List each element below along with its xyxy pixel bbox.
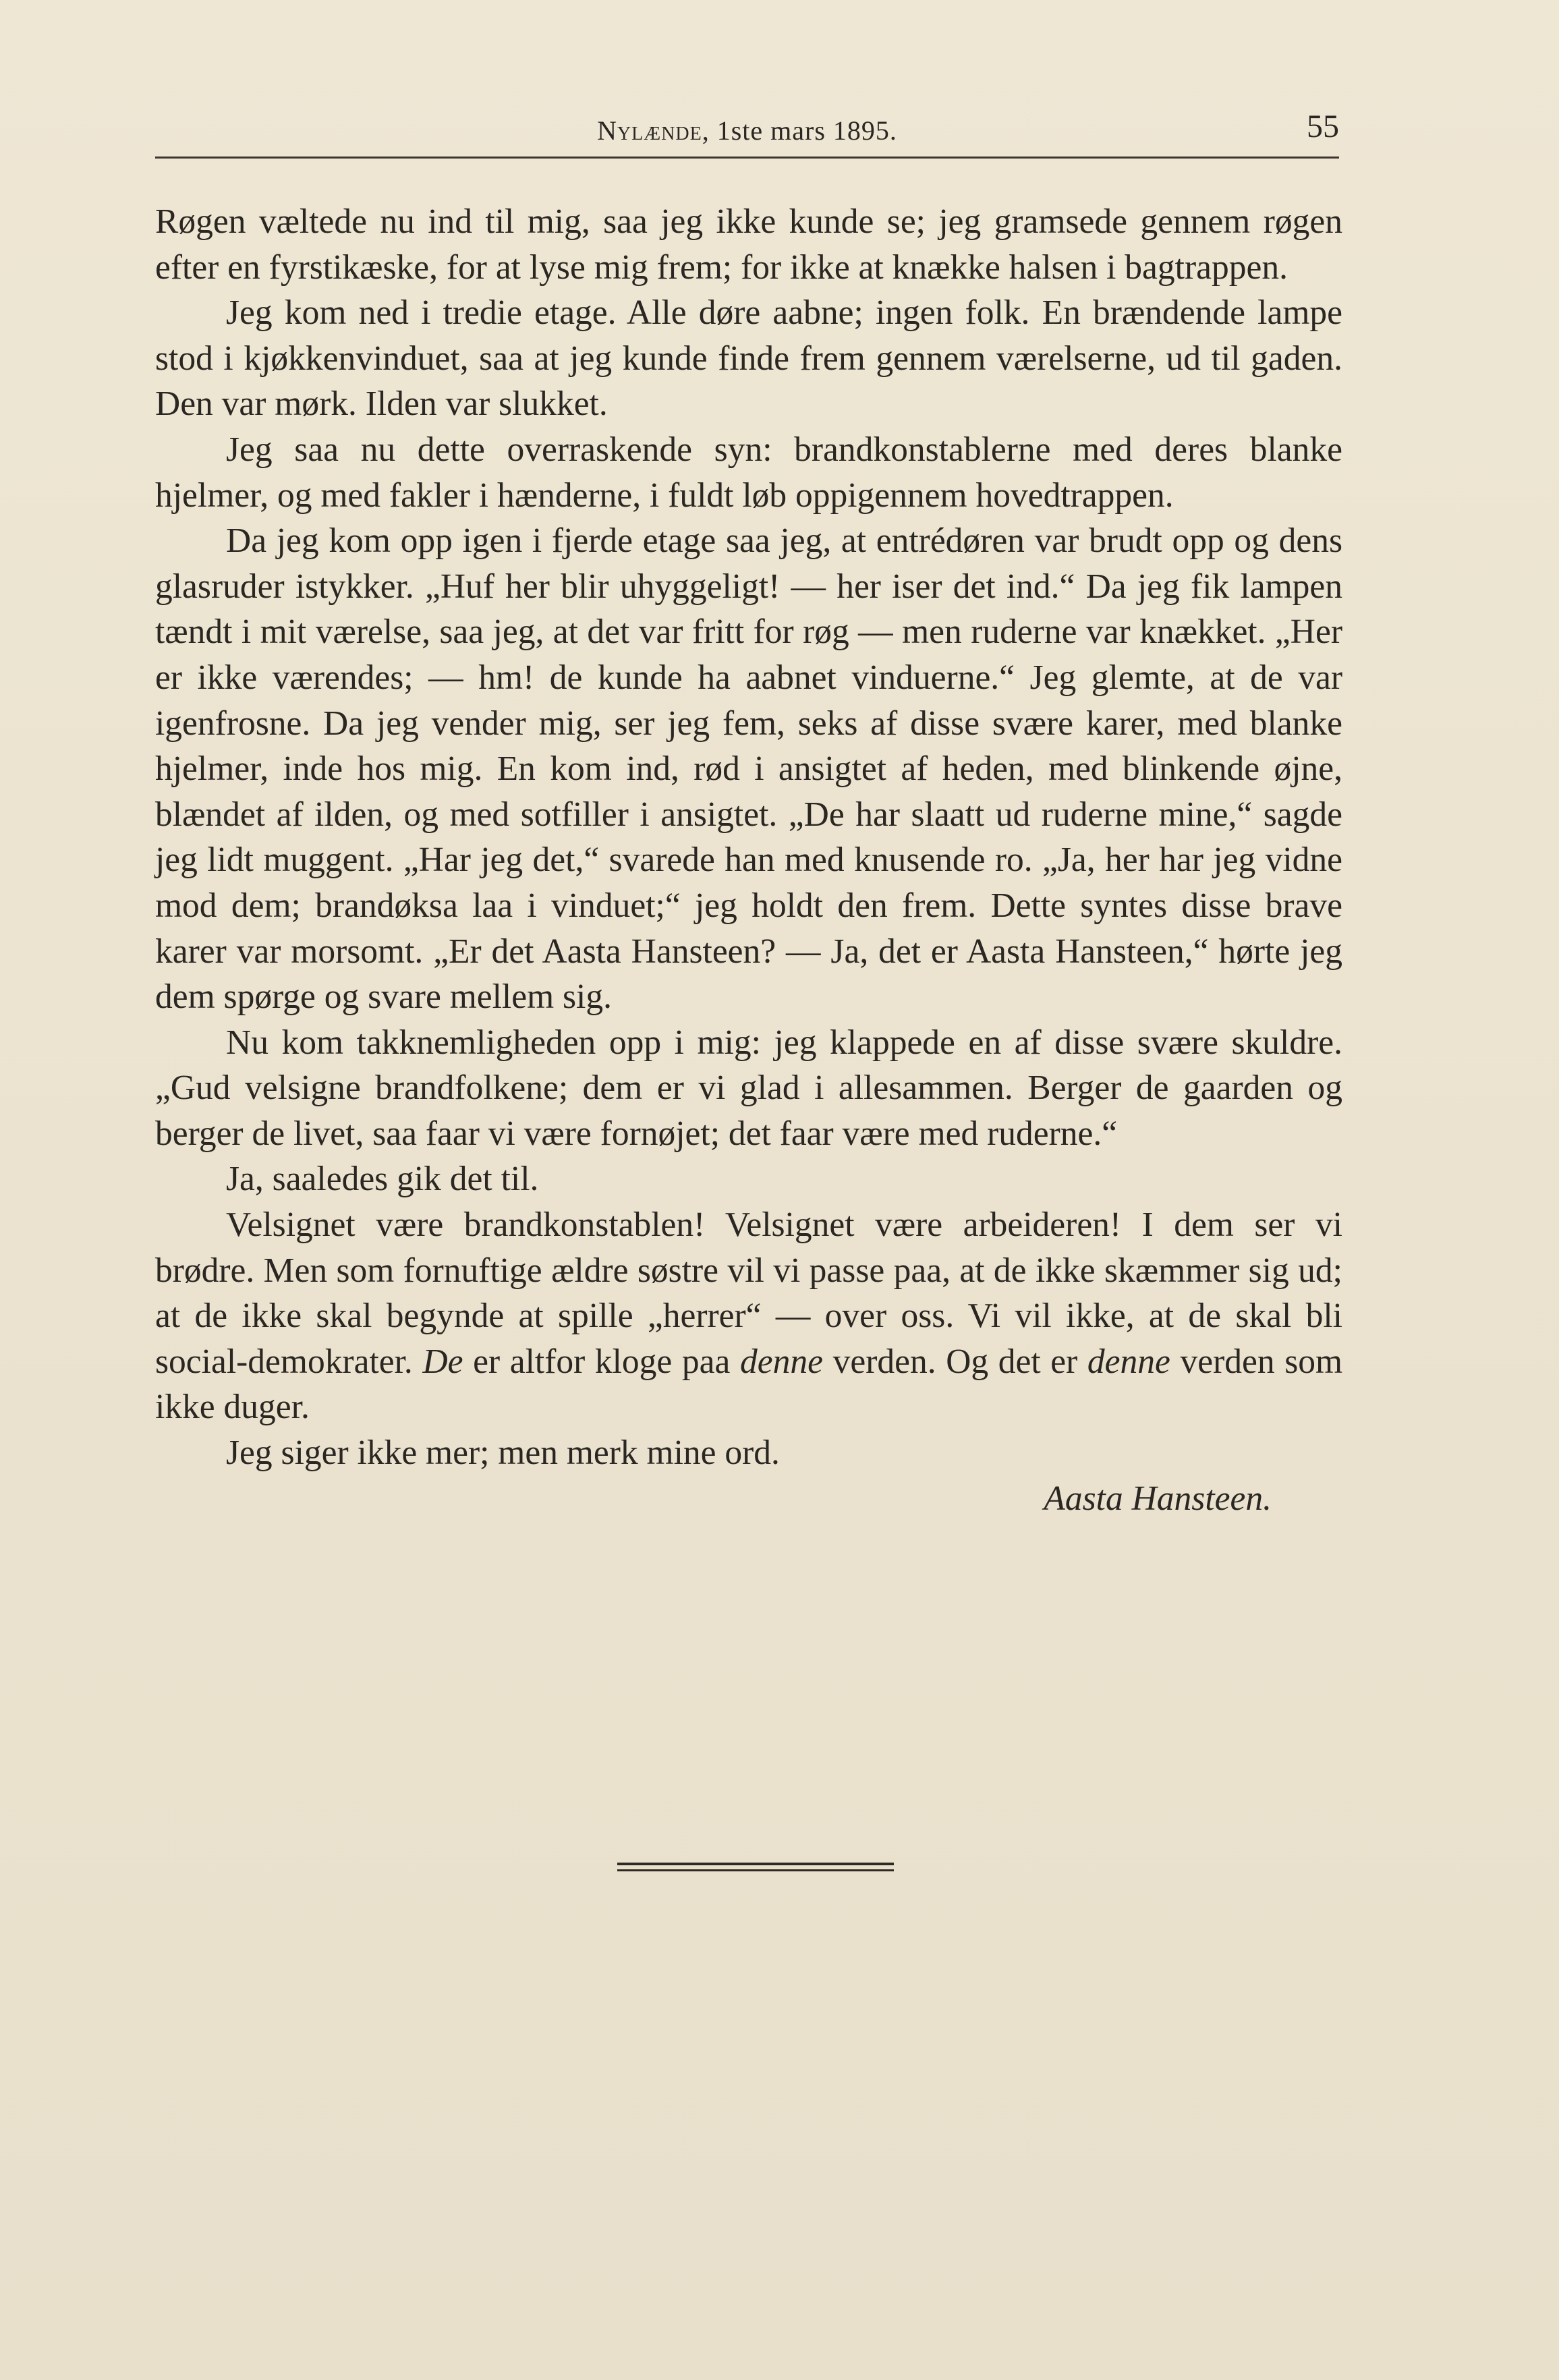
running-title bbox=[155, 115, 1339, 146]
journal-name: Nylænde, bbox=[597, 115, 710, 146]
end-of-article-rule bbox=[617, 1863, 894, 1872]
paragraph-1: Røgen væltede nu ind til mig, saa jeg ikke kunde se; jeg gramsede gennem røgen efter en fyrstikæske, for at lyse mig frem; for ikke at knække halsen i bagtrappen. bbox=[155, 202, 1342, 287]
author-signature: Aasta Hansteen. bbox=[1044, 1479, 1272, 1518]
paragraph-7-part-d: verden som ikke duger. bbox=[155, 1342, 1343, 1427]
paragraph-5: Nu kom takknemligheden opp i mig: jeg klappede en af disse svære skuldre. „Gud velsigne brandfolkene; dem er vi glad i allesammen. Berger de gaarden og berger de livet, saa faar vi være fornøjet; det faar være med ruderne.“ bbox=[155, 1023, 1342, 1153]
article-body bbox=[155, 199, 1342, 1521]
paragraph-2: Jeg kom ned i tredie etage. Alle døre aabne; ingen folk. En brændende lampe stod i kjøkkenvinduet, saa at jeg kunde finde frem gennem værelserne, ud til gaden. Den var mørk. Ilden var slukket. bbox=[155, 293, 1342, 424]
emphasis-denne-1: denne bbox=[740, 1342, 823, 1381]
emphasis-denne-2: denne bbox=[1087, 1342, 1170, 1381]
paragraph-8: Jeg siger ikke mer; men merk mine ord. bbox=[226, 1434, 780, 1473]
running-head bbox=[155, 101, 1339, 155]
paragraph-4: Da jeg kom opp igen i fjerde etage saa jeg, at entrédøren var brudt opp og dens glasruder istykker. „Huf her blir uhyggeligt! — her iser det ind.“ Da jeg fik lampen tændt i mit værelse, saa jeg, at det var fritt for røg — men ruderne var knækket. „Her er ikke værendes; — hm! de kunde ha aabnet vinduerne.“ Jeg glemte, at de var igenfrosne. Da jeg vender mig, ser jeg fem, seks af disse svære karer, med blanke hjelmer, inde hos mig. En kom ind, rød i ansigtet af heden, med blinkende øjne, blændet af ilden, og med sotfiller i ansigtet. „De har slaatt ud ruderne mine,“ sagde jeg lidt muggent. „Har jeg det,“ svarede han med knusende ro. „Ja, her har jeg vidne mod dem; brandøksa laa i vinduet;“ jeg holdt den frem. Dette syntes disse brave karer var morsomt. „Er det Aasta Hansteen? — Ja, det er Aasta Hansteen,“ hørte jeg dem spørge og svare mellem sig. bbox=[155, 521, 1342, 1017]
paragraph-6: Ja, saaledes gik det til. bbox=[226, 1160, 539, 1199]
end-rule-line-bottom bbox=[617, 1869, 894, 1871]
paragraph-7-part-a: Velsignet være brandkonstablen! Velsignet være arbeideren! I dem ser vi brødre. Men som fornuftige ældre søstre vil vi passe paa, at de ikke skæmmer sig ud; at de ikke skal begynde at spille „herrer“ — over oss. Vi vil ikke, at de skal bli social-demokrater. bbox=[155, 1206, 1342, 1381]
paragraph-3: Jeg saa nu dette overraskende syn: brandkonstablerne med deres blanke hjelmer, og med fakler i hænderne, i fuldt løb oppigennem hovedtrappen. bbox=[155, 430, 1342, 515]
page-number: 55 bbox=[1307, 109, 1339, 144]
paragraph-7 bbox=[155, 1202, 1342, 1430]
emphasis-de: De bbox=[422, 1342, 463, 1381]
paragraph-7-part-c: verden. Og det er bbox=[832, 1342, 1078, 1381]
end-rule-line-top bbox=[617, 1863, 894, 1865]
paragraph-7-part-b: er altfor kloge paa bbox=[473, 1342, 731, 1381]
issue-date: 1ste mars 1895. bbox=[716, 115, 897, 146]
header-rule bbox=[155, 157, 1339, 159]
